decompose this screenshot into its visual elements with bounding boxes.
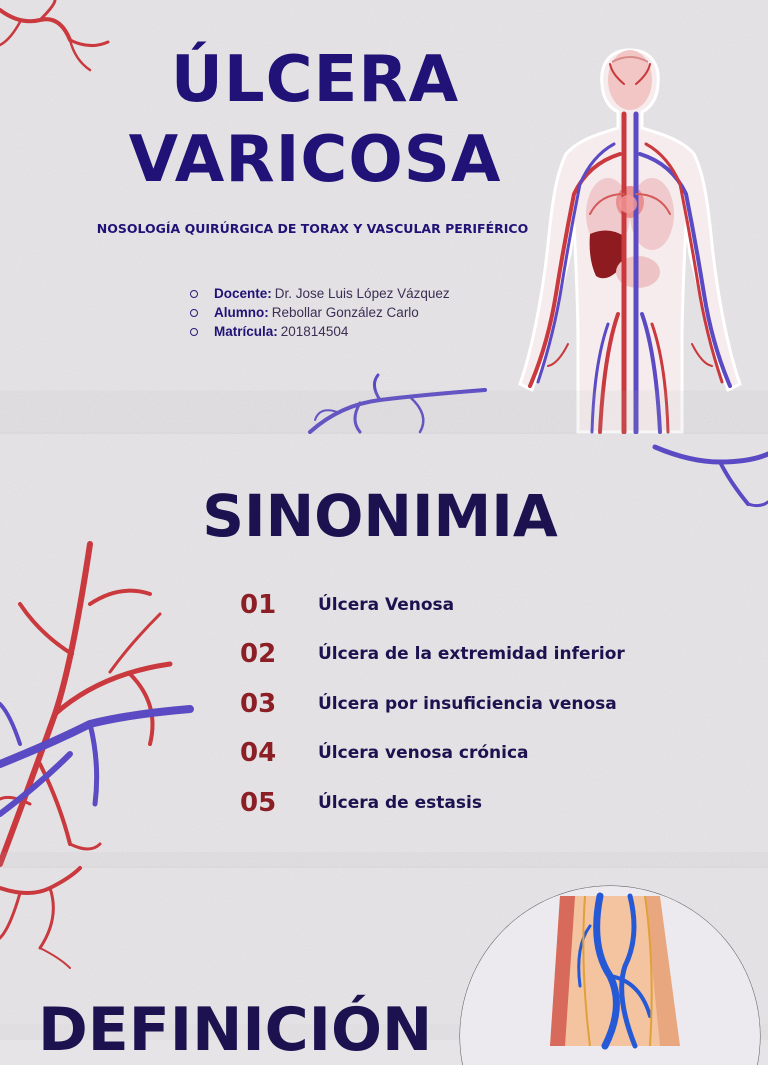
list-item: 02 Úlcera de la extremidad inferior <box>240 639 625 670</box>
slide-title <box>0 0 768 432</box>
list-item: 01 Úlcera Venosa <box>240 589 455 620</box>
course-subtitle: NOSOLOGÍA QUIRÚRGICA DE TORAX Y VASCULAR PERIFÉRICO <box>96 221 529 236</box>
synonym-list <box>240 580 625 828</box>
info-row: Docente: Dr. Jose Luis López Vázquez <box>190 284 450 303</box>
section-title: DEFINICIÓN <box>38 995 433 1065</box>
blood-vessels-illustration <box>0 544 200 866</box>
list-item: 05 Úlcera de estasis <box>240 787 482 818</box>
slide-synonyms <box>0 434 768 866</box>
list-item: 03 Úlcera por insuficiencia venosa <box>240 688 617 719</box>
circle-bullet-icon <box>190 328 198 336</box>
vein-decoration-bottom <box>300 375 490 435</box>
section-title: SINONIMIA <box>202 482 558 550</box>
circle-bullet-icon <box>190 309 198 317</box>
title-line-2: VARICOSA <box>128 123 502 197</box>
circulatory-system-illustration <box>508 44 752 432</box>
circle-bullet-icon <box>190 290 198 298</box>
info-row: Alumno: Rebollar González Carlo <box>190 303 450 322</box>
info-row: Matrícula: 201814504 <box>190 322 450 341</box>
leg-varicose-veins-image <box>440 886 740 1024</box>
vein-decoration-top-right <box>650 442 768 512</box>
vein-decoration-left <box>0 868 110 968</box>
list-item: 04 Úlcera venosa crónica <box>240 738 529 769</box>
slide-definition <box>0 868 768 1065</box>
title-line-1: ÚLCERA <box>170 43 460 117</box>
presenter-info <box>190 284 450 341</box>
vein-decoration-top-left <box>0 0 120 80</box>
